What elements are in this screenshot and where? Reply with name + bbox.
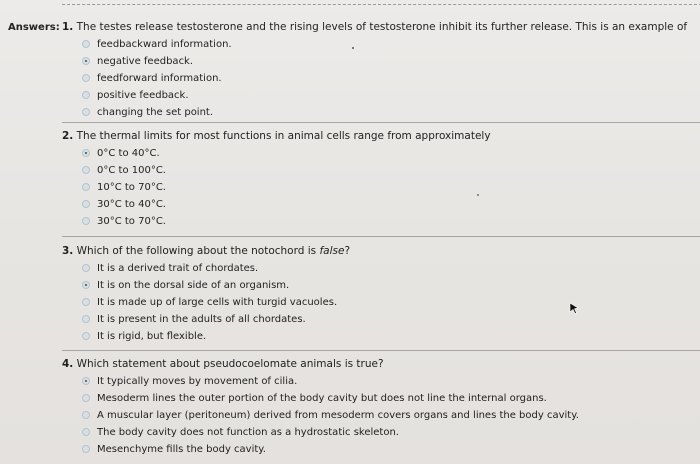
radio-button[interactable] bbox=[82, 428, 90, 436]
question-prompt: Which statement about pseudocoelomate animals is true? bbox=[76, 358, 384, 370]
answer-option[interactable] bbox=[62, 179, 700, 196]
radio-button[interactable] bbox=[82, 183, 90, 191]
radio-button[interactable] bbox=[82, 74, 90, 82]
option-label: Mesoderm lines the outer portion of the body cavity but does not line the internal organs. bbox=[97, 393, 547, 404]
radio-button-selected[interactable] bbox=[82, 57, 90, 65]
question-number: 3. bbox=[62, 245, 74, 257]
radio-button[interactable] bbox=[82, 264, 90, 272]
radio-button[interactable] bbox=[82, 411, 90, 419]
option-label: Mesenchyme fills the body cavity. bbox=[97, 444, 266, 455]
radio-button[interactable] bbox=[82, 394, 90, 402]
question-number: 2. bbox=[62, 130, 74, 142]
option-label: 30°C to 40°C. bbox=[97, 199, 166, 210]
option-label: positive feedback. bbox=[97, 90, 189, 101]
radio-button[interactable] bbox=[82, 298, 90, 306]
radio-button[interactable] bbox=[82, 40, 90, 48]
question-text bbox=[62, 129, 700, 143]
question-number: 4. bbox=[62, 358, 74, 370]
answer-option[interactable] bbox=[62, 424, 700, 441]
option-label: It typically moves by movement of cilia. bbox=[97, 376, 298, 387]
question-emphasis: false bbox=[319, 245, 345, 257]
option-label: It is a derived trait of chordates. bbox=[97, 263, 259, 274]
question-text bbox=[62, 244, 700, 258]
question-3 bbox=[62, 244, 700, 345]
radio-button[interactable] bbox=[82, 108, 90, 116]
option-label: 0°C to 100°C. bbox=[97, 165, 166, 176]
option-label: negative feedback. bbox=[97, 56, 194, 67]
question-punctuation: ? bbox=[344, 245, 351, 257]
radio-button-selected[interactable] bbox=[82, 149, 90, 157]
question-2 bbox=[62, 129, 700, 230]
option-label: It is present in the adults of all chordates. bbox=[97, 314, 306, 325]
answer-option[interactable] bbox=[62, 441, 700, 458]
radio-button-selected[interactable] bbox=[82, 377, 90, 385]
radio-button[interactable] bbox=[82, 332, 90, 340]
option-label: feedbackward information. bbox=[97, 39, 232, 50]
question-number: 1. bbox=[62, 21, 74, 33]
question-prompt: The thermal limits for most functions in animal cells range from approximately bbox=[76, 130, 491, 142]
answer-option[interactable] bbox=[62, 277, 700, 294]
question-divider bbox=[62, 122, 700, 123]
answer-option[interactable] bbox=[62, 373, 700, 390]
radio-button[interactable] bbox=[82, 200, 90, 208]
radio-button[interactable] bbox=[82, 166, 90, 174]
option-label: A muscular layer (peritoneum) derived from mesoderm covers organs and lines the body cavity. bbox=[97, 410, 579, 421]
question-4 bbox=[62, 357, 700, 458]
answer-option[interactable] bbox=[62, 53, 700, 70]
option-label: 10°C to 70°C. bbox=[97, 182, 166, 193]
radio-button-selected[interactable] bbox=[82, 281, 90, 289]
answer-option[interactable] bbox=[62, 70, 700, 87]
answer-option[interactable] bbox=[62, 162, 700, 179]
answer-option[interactable] bbox=[62, 390, 700, 407]
option-label: changing the set point. bbox=[97, 107, 214, 118]
answer-option[interactable] bbox=[62, 407, 700, 424]
question-divider bbox=[62, 350, 700, 351]
answer-option[interactable] bbox=[62, 36, 700, 53]
radio-button[interactable] bbox=[82, 445, 90, 453]
answer-option[interactable] bbox=[62, 328, 700, 345]
answer-option[interactable] bbox=[62, 104, 700, 121]
radio-button[interactable] bbox=[82, 315, 90, 323]
question-divider bbox=[62, 236, 700, 237]
answers-label: Answers: bbox=[8, 22, 60, 33]
option-label: It is on the dorsal side of an organism. bbox=[97, 280, 290, 291]
answer-option[interactable] bbox=[62, 294, 700, 311]
question-prompt: The testes release testosterone and the rising levels of testosterone inhibit its further release. This is an example of bbox=[76, 21, 688, 33]
radio-button[interactable] bbox=[82, 217, 90, 225]
mouse-cursor-icon bbox=[569, 302, 579, 314]
option-label: The body cavity does not function as a hydrostatic skeleton. bbox=[97, 427, 399, 438]
answer-option[interactable] bbox=[62, 87, 700, 104]
option-label: It is rigid, but flexible. bbox=[97, 331, 207, 342]
answer-option[interactable] bbox=[62, 145, 700, 162]
radio-button[interactable] bbox=[82, 91, 90, 99]
top-divider bbox=[62, 4, 700, 6]
option-label: feedforward information. bbox=[97, 73, 222, 84]
option-label: 0°C to 40°C. bbox=[97, 148, 160, 159]
question-prompt: Which of the following about the notochord is bbox=[76, 245, 317, 257]
answer-option[interactable] bbox=[62, 213, 700, 230]
question-text bbox=[62, 357, 700, 371]
answer-option[interactable] bbox=[62, 196, 700, 213]
option-label: It is made up of large cells with turgid vacuoles. bbox=[97, 297, 338, 308]
question-1 bbox=[62, 20, 700, 121]
question-text bbox=[62, 20, 700, 34]
answer-option[interactable] bbox=[62, 260, 700, 277]
answer-option[interactable] bbox=[62, 311, 700, 328]
option-label: 30°C to 70°C. bbox=[97, 216, 166, 227]
